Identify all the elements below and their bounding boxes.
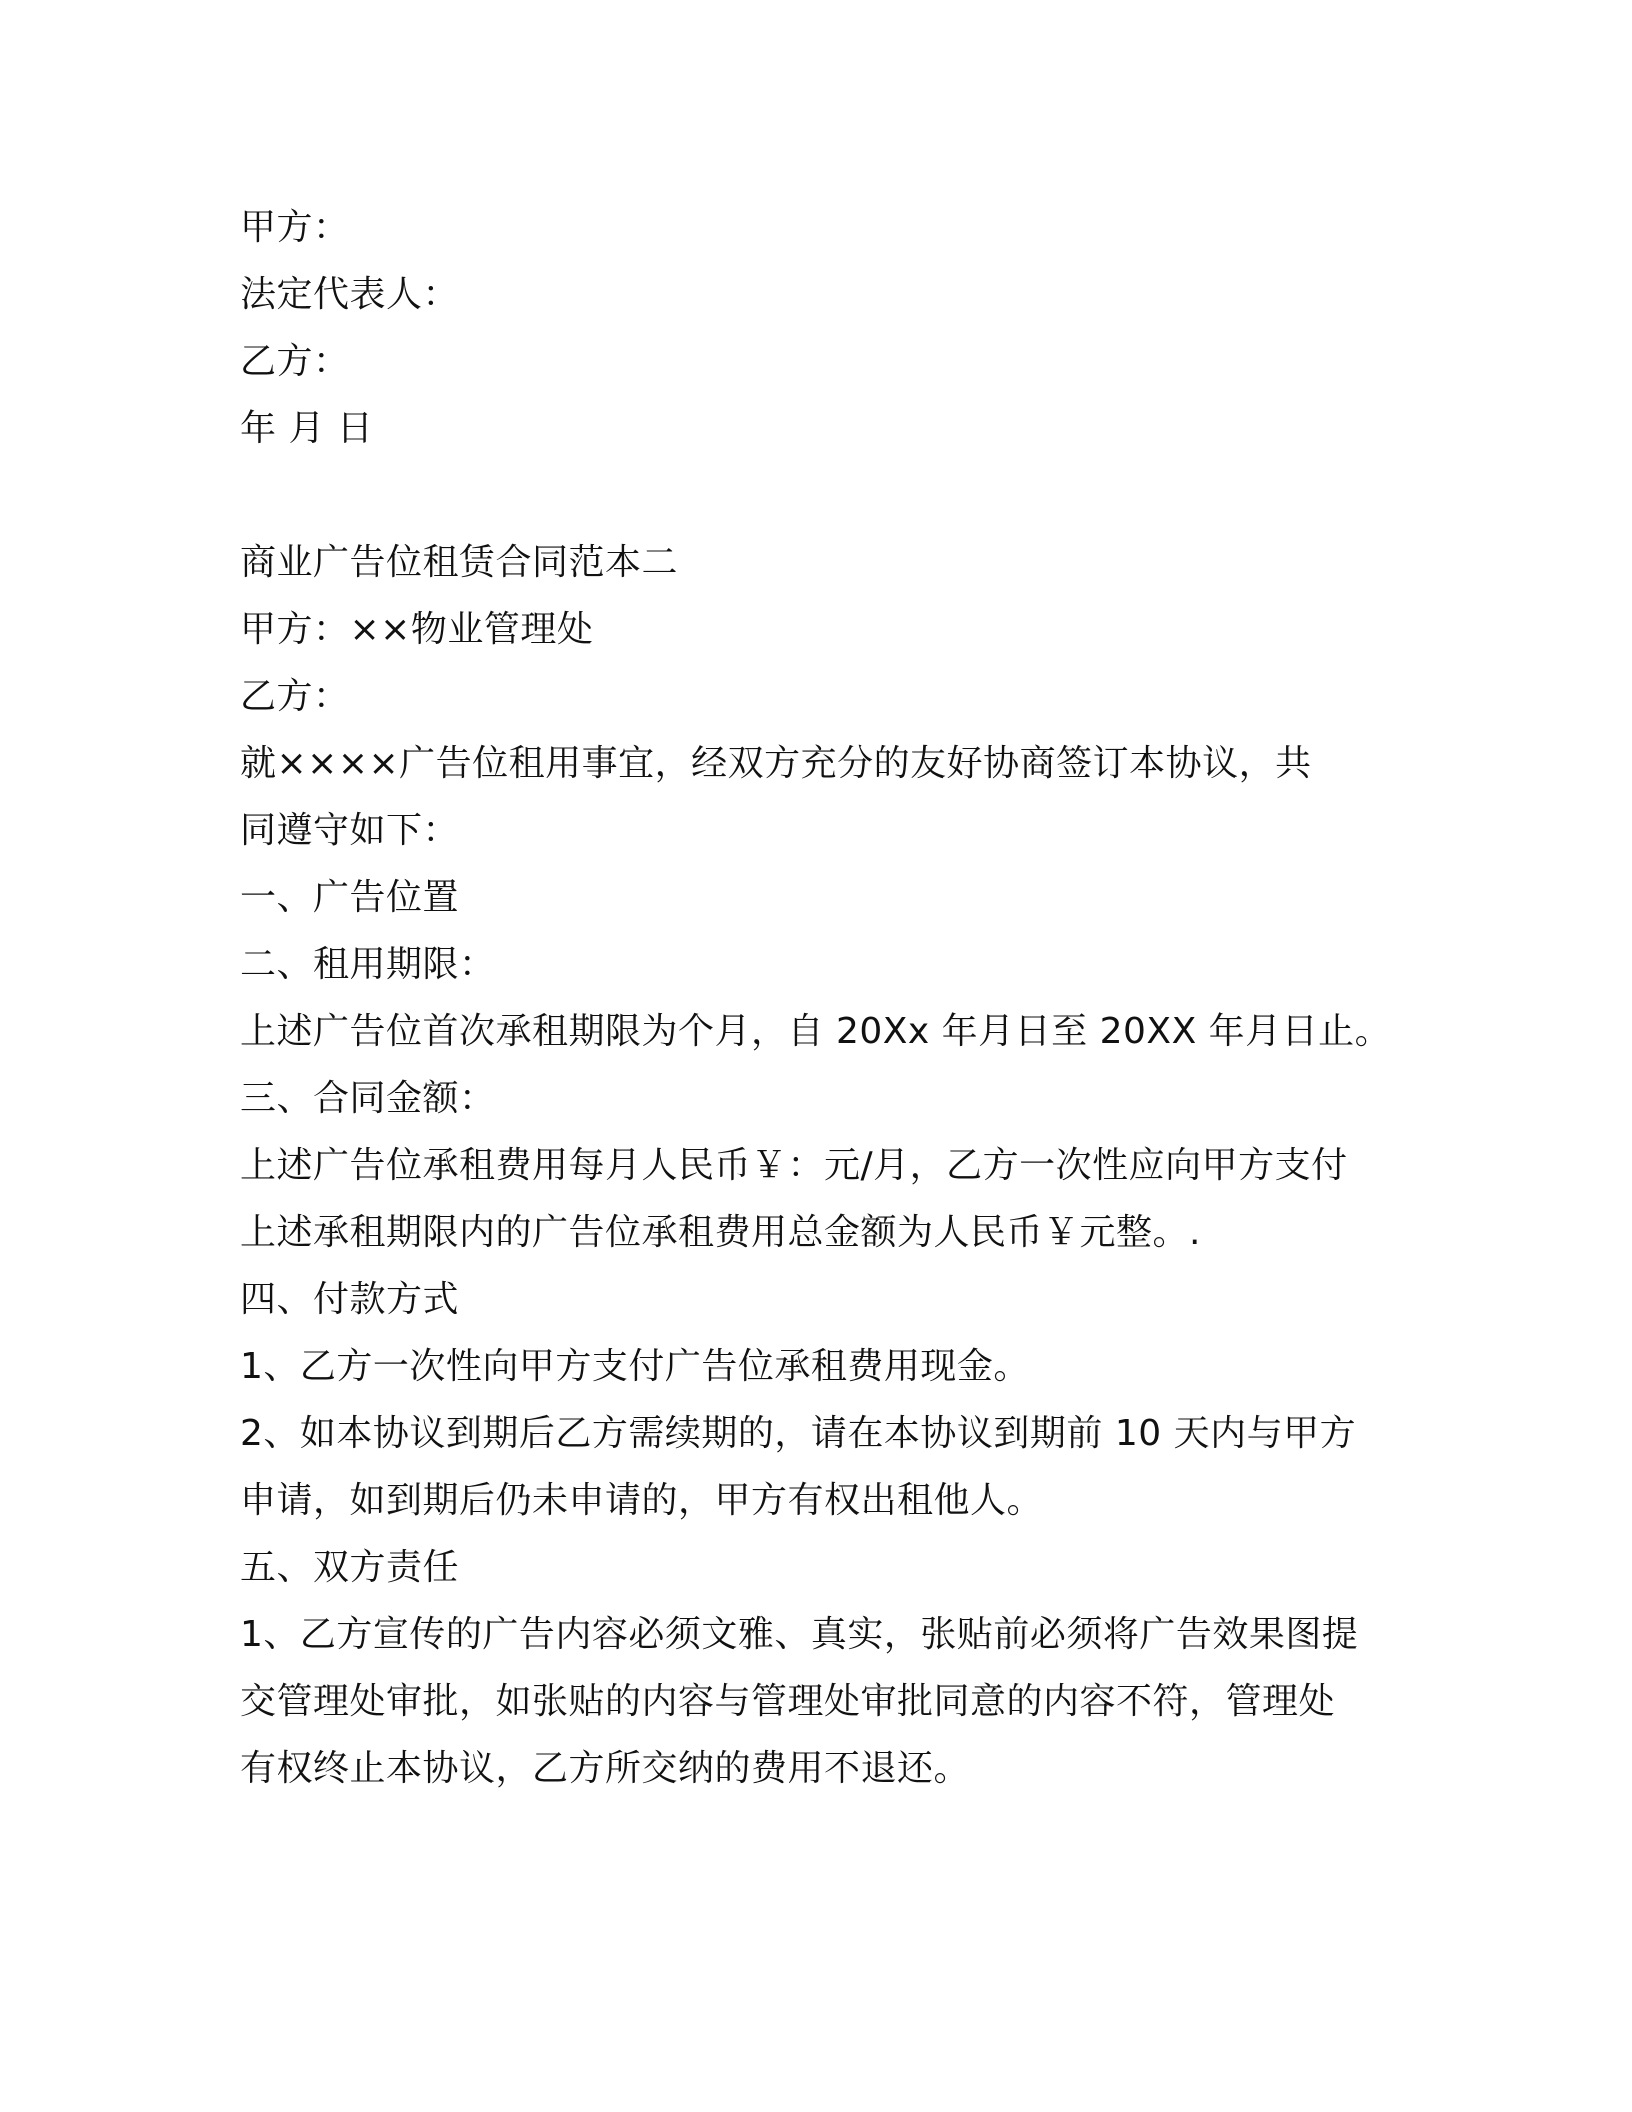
section-4-heading: 四、付款方式 [240, 1279, 460, 1320]
section-4-item-2-line: 申请，如到期后仍未申请的，甲方有权出租他人。 [240, 1480, 1044, 1521]
intro-line: 同遵守如下： [240, 810, 460, 851]
contract-party-a: 甲方：××物业管理处 [240, 609, 594, 650]
section-2-text: 上述广告位首次承租期限为个月，自 20Xx 年月日至 20XX 年月日止。 [240, 1011, 1392, 1052]
date-line: 年 月 日 [240, 408, 374, 449]
section-4-item-1: 1、乙方一次性向甲方支付广告位承租费用现金。 [240, 1346, 1030, 1387]
section-5-item-1 [240, 1601, 1380, 1802]
section-3-heading: 三、合同金额： [240, 1078, 496, 1119]
section-4-item-2-line: 2、如本协议到期后乙方需续期的，请在本协议到期前 10 天内与甲方 [240, 1413, 1357, 1454]
section-5-item-1-line: 1、乙方宣传的广告内容必须文雅、真实，张贴前必须将广告效果图提 [240, 1614, 1359, 1655]
spacer [240, 462, 1380, 529]
legal-representative-label: 法定代表人： [240, 274, 460, 315]
section-3-line: 上述承租期限内的广告位承租费用总金额为人民币￥元整。. [240, 1212, 1201, 1253]
section-5-heading: 五、双方责任 [240, 1547, 460, 1588]
contract-title: 商业广告位租赁合同范本二 [240, 542, 679, 583]
section-3-paragraph [240, 1132, 1380, 1266]
intro-paragraph [240, 730, 1380, 864]
section-3-line: 上述广告位承租费用每月人民币￥：元/月，乙方一次性应向甲方支付 [240, 1145, 1348, 1186]
party-b-label: 乙方： [240, 341, 350, 382]
section-4-item-2 [240, 1400, 1380, 1534]
section-1-heading: 一、广告位置 [240, 877, 460, 918]
section-5-item-1-line: 交管理处审批，如张贴的内容与管理处审批同意的内容不符，管理处 [240, 1681, 1336, 1722]
document-body [240, 194, 1392, 1802]
contract-party-b: 乙方： [240, 676, 350, 717]
section-5-item-1-line: 有权终止本协议，乙方所交纳的费用不退还。 [240, 1748, 971, 1789]
section-2-heading: 二、租用期限： [240, 944, 496, 985]
intro-line: 就××××广告位租用事宜，经双方充分的友好协商签订本协议，共 [240, 743, 1312, 784]
party-a-label: 甲方： [240, 207, 350, 248]
